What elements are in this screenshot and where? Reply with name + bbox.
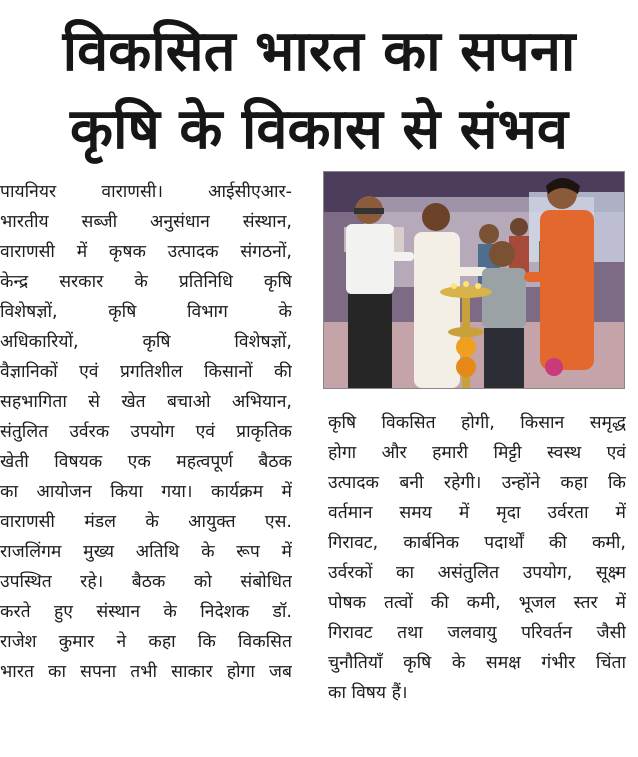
left-column-line: वाराणसी मंडल के आयुक्त एस.: [0, 512, 292, 532]
right-column-line: गिरावट, कार्बनिक पदार्थों की कमी,: [328, 533, 626, 553]
left-column-line: सहभागिता से खेत बचाओ अभियान,: [0, 392, 292, 412]
right-column-line: उर्वरकों का असंतुलित उपयोग, सूक्ष्म: [328, 563, 626, 583]
left-column-line: करते हुए संस्थान के निदेशक डॉ.: [0, 602, 292, 622]
left-column-line: पायनियर वाराणसी। आईसीएआर-: [0, 182, 292, 202]
left-column-line: वाराणसी में कृषक उत्पादक संगठनों,: [0, 242, 292, 262]
left-column-line: का आयोजन किया गया। कार्यक्रम में: [0, 482, 292, 502]
right-column-line: होगा और हमारी मिट्टी स्वस्थ एवं: [328, 443, 626, 463]
right-column-line: कृषि विकसित होगी, किसान समृद्ध: [328, 413, 626, 433]
headline-line-1: विकसित भारत का सपना: [62, 19, 576, 84]
news-photo: [323, 171, 625, 389]
left-column-line: भारतीय सब्जी अनुसंधान संस्थान,: [0, 212, 292, 232]
right-column-line: वर्तमान समय में मृदा उर्वरता में: [328, 503, 626, 523]
left-column-line: केन्द्र सरकार के प्रतिनिधि कृषि: [0, 272, 292, 292]
left-column-line: वैज्ञानिकों एवं प्रगतिशील किसानों की: [0, 362, 292, 382]
left-column-line: संतुलित उर्वरक उपयोग एवं प्राकृतिक: [0, 422, 292, 442]
right-column-line: पोषक तत्वों की कमी, भूजल स्तर में: [328, 593, 626, 613]
right-column-line: गिरावट तथा जलवायु परिवर्तन जैसी: [328, 623, 626, 643]
left-column-line: राजेश कुमार ने कहा कि विकसित: [0, 632, 292, 652]
headline-line-2: कृषि के विकास से संभव: [69, 97, 569, 162]
ceremony-photo-illustration: [324, 172, 624, 388]
left-column-line: अधिकारियों, कृषि विशेषज्ञों,: [0, 332, 292, 352]
left-column-line: भारत का सपना तभी साकार होगा जब: [0, 662, 292, 682]
right-column-line: चुनौतियाँ कृषि के समक्ष गंभीर चिंता: [328, 653, 626, 673]
left-column-line: राजलिंगम मुख्य अतिथि के रूप में: [0, 542, 292, 562]
left-column-line: विशेषज्ञों, कृषि विभाग के: [0, 302, 292, 322]
right-column-line: का विषय हैं।: [328, 683, 408, 703]
right-column-line: उत्पादक बनी रहेगी। उन्होंने कहा कि: [328, 473, 626, 493]
left-column-line: खेती विषयक एक महत्वपूर्ण बैठक: [0, 452, 292, 472]
left-column-line: उपस्थित रहे। बैठक को संबोधित: [0, 572, 292, 592]
